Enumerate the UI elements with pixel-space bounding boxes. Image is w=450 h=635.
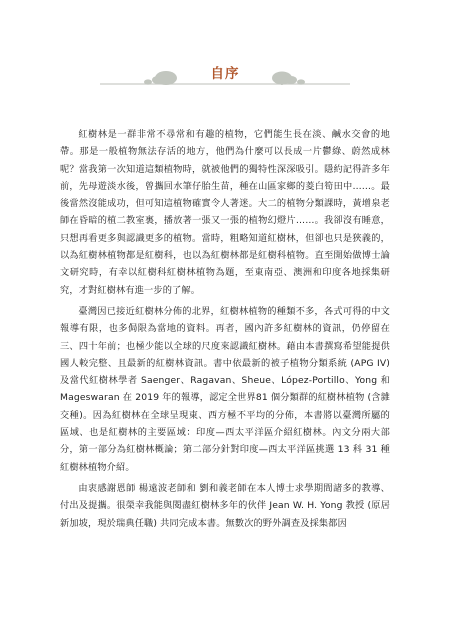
paragraph: 臺灣因已接近紅樹林分佈的北界，紅樹林植物的種類不多，各式可得的中文報導有限，也多侷限為當地的資料。再者，國內許多紅樹林的資訊，仍停留在三、四十年前；也極少能以全球的尺度來認識紅樹林。藉由本書撰寫希望能提供國人較完整、且最新的紅樹林資訊。書中依最新的被子植物分類系統 (APG IV) 及當代紅樹林學者 Saenger、Ragavan、Sheue、López-Portillo、Yong 和 Mageswaran 在 2019 年的報導，認定全世界81 個分類群的紅樹林植物 (含雜交種)。因為紅樹林在全球呈現東、西方極不平均的分佈，本書將以臺灣所屬的區域、也是紅樹林的主要區域：印度—西太平洋區介紹紅樹林。內文分兩大部分，第一部分為紅樹林概論；第二部分針對印度—西太平洋區挑選 13 科 31 種紅樹林植物介紹。 [60, 305, 390, 473]
paragraph: 由衷感謝恩師 楊遠波老師和 劉和義老師在本人博士求學期間諸多的教導、付出及提攜。很榮幸我能與閱盡紅樹林多年的伙伴 Jean W. H. Yong 教授 (原居新加坡，現於瑞典任職) 共同完成本書。無數次的野外調查及採集都因 [60, 482, 390, 529]
page-title: 自序 [210, 66, 240, 82]
paragraph: 紅樹林是一群非常不尋常和有趣的植物，它們能生長在淡、鹹水交會的地帶。那是一般植物無法存活的地方，他們為什麼可以長成一片鬱綠、蔚然成林呢？當我第一次知道這類植物時，就被他們的獨特性深深吸引。隱約記得許多年前，先母遊淡水後，曾攜回水筆仔胎生苗，種在山區家鄉的菱白筍田中……。最後當然沒能成功，但可知這植物確實令人著迷。大二的植物分類課時，黃增泉老師在昏暗的植二教室裏，播放著一張又一張的植物幻燈片……。我卻沒有睡意，只想再看更多與認識更多的植物。當時，粗略知道紅樹林，但卻也只是狹義的，以為紅樹林植物都是紅樹科，也以為紅樹林都是紅樹科植物。直至開始做博士論文研究時，有幸以紅樹科紅樹林植物為題，至東南亞、澳洲和印度各地採集研究，才對紅樹林有進一步的了解。 [60, 129, 390, 296]
preface-body [60, 126, 390, 536]
